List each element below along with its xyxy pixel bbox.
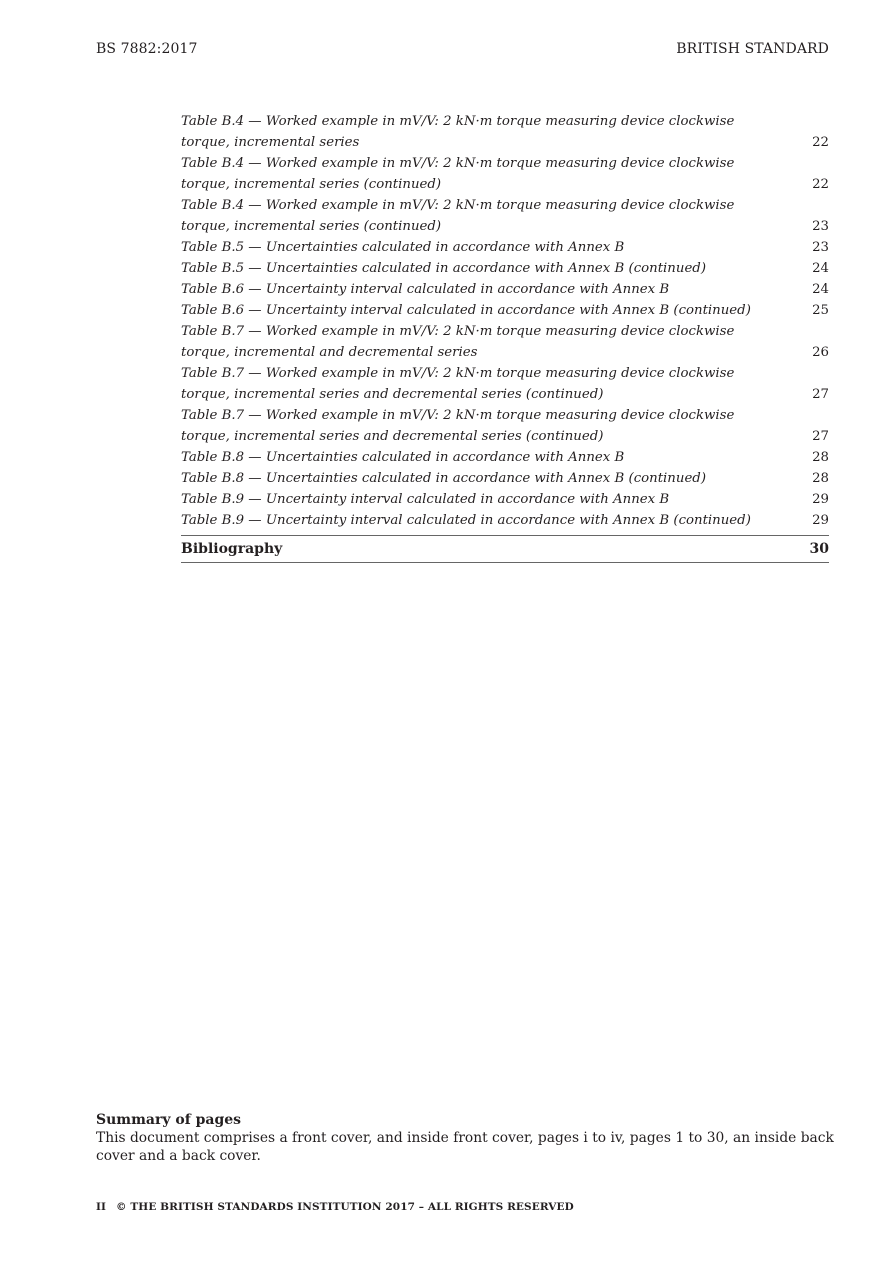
toc-entry-page: 22 bbox=[812, 135, 829, 150]
toc-entry-page: 23 bbox=[812, 219, 829, 234]
toc-entry[interactable] bbox=[181, 111, 829, 153]
header-standard-number: BS 7882:2017 bbox=[96, 41, 198, 57]
toc-entry-title: Table B.8 — Uncertainties calculated in accordance with Annex B (continued) bbox=[181, 471, 707, 486]
table-of-contents bbox=[181, 111, 829, 563]
toc-entry-title: Table B.4 — Worked example in mV/V: 2 kN·m torque measuring device clockwise torque, incremental series bbox=[181, 114, 735, 150]
summary-text: This document comprises a front cover, and inside front cover, pages i to iv, pages 1 to 30, an inside back cover and a back cover. bbox=[96, 1130, 834, 1164]
toc-entry[interactable] bbox=[181, 300, 829, 321]
toc-entry[interactable] bbox=[181, 321, 829, 363]
toc-entry[interactable] bbox=[181, 195, 829, 237]
toc-entry[interactable] bbox=[181, 405, 829, 447]
toc-entry-bibliography[interactable] bbox=[181, 535, 829, 563]
toc-entry-title: Table B.7 — Worked example in mV/V: 2 kN·m torque measuring device clockwise torque, incremental series and decremental series (continued) bbox=[181, 366, 735, 402]
summary-heading: Summary of pages bbox=[96, 1112, 242, 1128]
toc-entry-title: Table B.5 — Uncertainties calculated in accordance with Annex B bbox=[181, 240, 625, 255]
toc-entry-title: Table B.4 — Worked example in mV/V: 2 kN·m torque measuring device clockwise torque, incremental series (continued) bbox=[181, 156, 735, 192]
toc-entry-page: 27 bbox=[812, 387, 829, 402]
page-footer bbox=[96, 1201, 574, 1213]
toc-entry-page: 27 bbox=[812, 429, 829, 444]
toc-entry-title: Table B.9 — Uncertainty interval calculated in accordance with Annex B (continued) bbox=[181, 513, 751, 528]
toc-entry-title: Table B.4 — Worked example in mV/V: 2 kN·m torque measuring device clockwise torque, incremental series (continued) bbox=[181, 198, 735, 234]
toc-entry-title: Table B.6 — Uncertainty interval calculated in accordance with Annex B (continued) bbox=[181, 303, 751, 318]
toc-entry-page: 29 bbox=[812, 513, 829, 528]
toc-entry-page: 22 bbox=[812, 177, 829, 192]
toc-entry-page: 28 bbox=[812, 471, 829, 486]
toc-entry-page: 25 bbox=[812, 303, 829, 318]
toc-entry[interactable] bbox=[181, 363, 829, 405]
toc-entry[interactable] bbox=[181, 279, 829, 300]
bibliography-title: Bibliography bbox=[181, 541, 283, 557]
toc-entry-page: 24 bbox=[812, 282, 829, 297]
toc-entry[interactable] bbox=[181, 258, 829, 279]
bibliography-page: 30 bbox=[809, 541, 829, 557]
footer-copyright: © THE BRITISH STANDARDS INSTITUTION 2017 – ALL RIGHTS RESERVED bbox=[116, 1201, 574, 1213]
toc-entry[interactable] bbox=[181, 489, 829, 510]
toc-entry-page: 24 bbox=[812, 261, 829, 276]
toc-entry-title: Table B.6 — Uncertainty interval calculated in accordance with Annex B bbox=[181, 282, 670, 297]
toc-entry-page: 28 bbox=[812, 450, 829, 465]
toc-entry-title: Table B.9 — Uncertainty interval calculated in accordance with Annex B bbox=[181, 492, 670, 507]
toc-entry-title: Table B.7 — Worked example in mV/V: 2 kN·m torque measuring device clockwise torque, incremental series and decremental series (continued) bbox=[181, 408, 735, 444]
toc-entry-title: Table B.8 — Uncertainties calculated in accordance with Annex B bbox=[181, 450, 625, 465]
toc-entry[interactable] bbox=[181, 468, 829, 489]
toc-entry-page: 29 bbox=[812, 492, 829, 507]
toc-entry[interactable] bbox=[181, 510, 829, 531]
footer-page-number: II bbox=[96, 1201, 107, 1213]
header-standard-type: BRITISH STANDARD bbox=[676, 41, 829, 57]
toc-entry[interactable] bbox=[181, 237, 829, 258]
toc-entry-page: 23 bbox=[812, 240, 829, 255]
toc-entry-title: Table B.5 — Uncertainties calculated in accordance with Annex B (continued) bbox=[181, 261, 707, 276]
summary-of-pages bbox=[96, 1111, 836, 1165]
toc-entry[interactable] bbox=[181, 153, 829, 195]
toc-entry-page: 26 bbox=[812, 345, 829, 360]
toc-entry[interactable] bbox=[181, 447, 829, 468]
toc-entry-title: Table B.7 — Worked example in mV/V: 2 kN·m torque measuring device clockwise torque, incremental and decremental series bbox=[181, 324, 735, 360]
